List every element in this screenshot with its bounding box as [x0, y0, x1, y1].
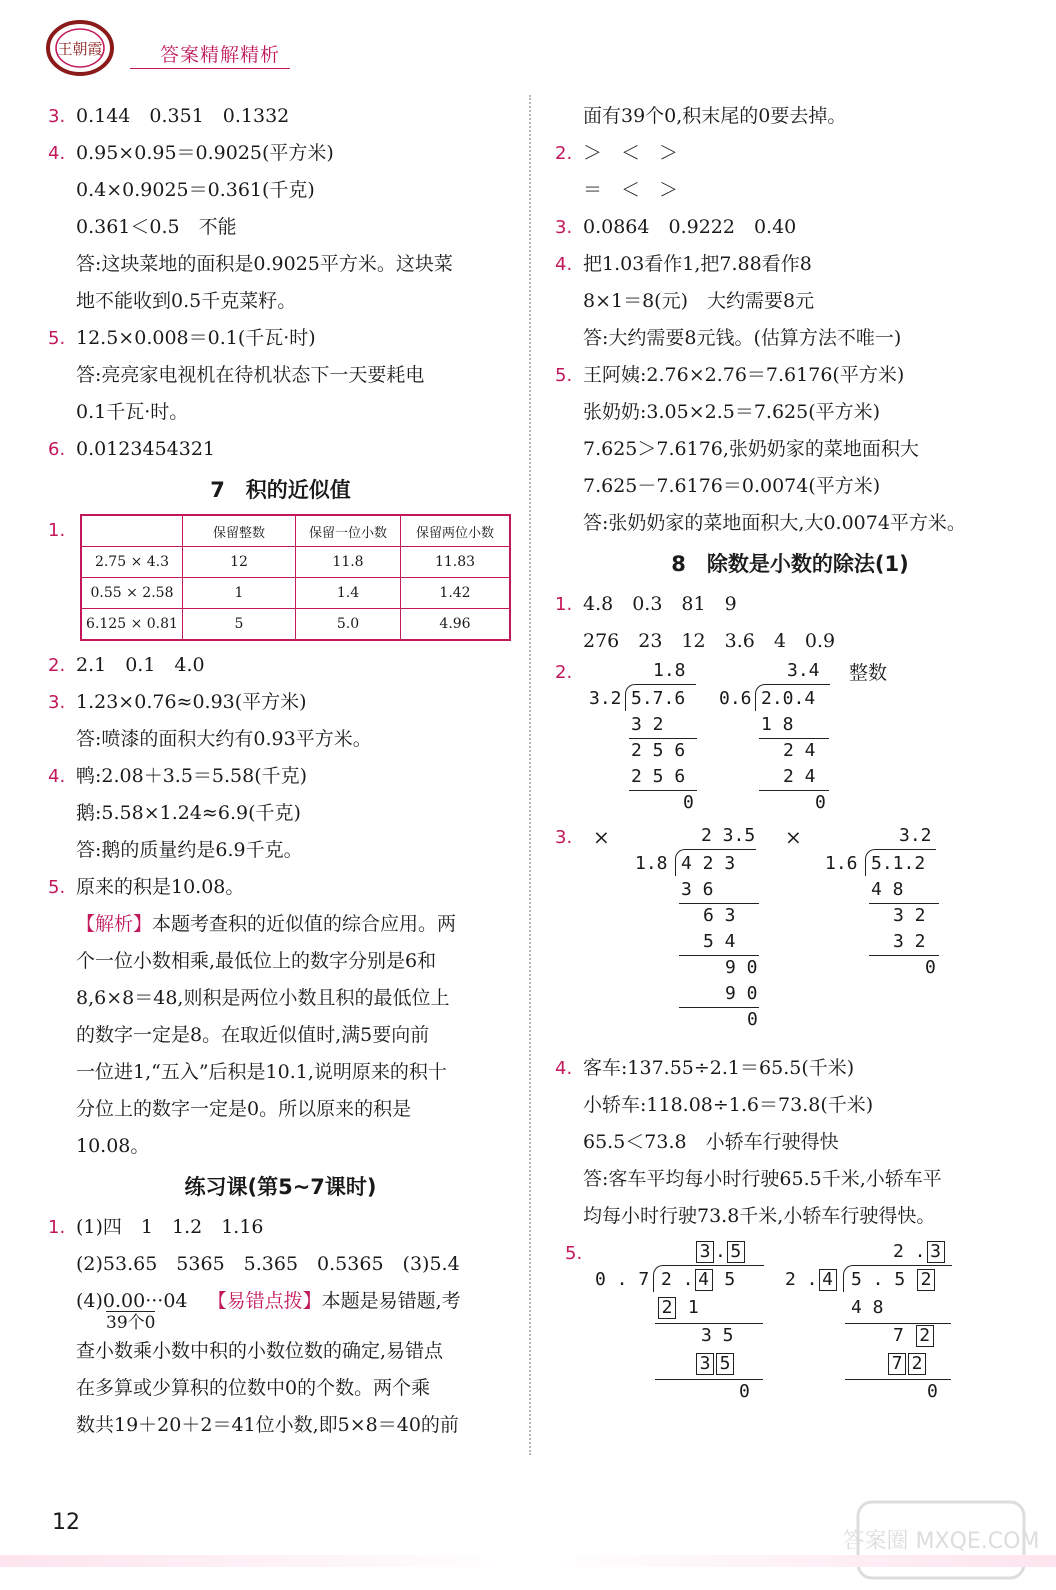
section-title-7: 7 积的近似值	[210, 478, 351, 502]
answer-line: 地不能收到0.5千克菜籽。	[76, 290, 297, 312]
quotient: 2 3.5	[701, 825, 756, 846]
step-line: 6 3	[703, 905, 736, 926]
table-cell: 11.83	[401, 547, 511, 578]
table-cell: 11.8	[296, 547, 401, 578]
answer-line: 答:喷漆的面积大约有0.93平方米。	[76, 728, 372, 750]
table-row	[81, 578, 510, 609]
quotient: 3.2	[899, 825, 932, 846]
left-column	[48, 98, 513, 1444]
tip-line: 在多算或少算积的位数中0的个数。两个乘	[76, 1377, 431, 1399]
zero-count-label: 39个0	[106, 1313, 156, 1333]
s8-item2	[555, 660, 1025, 825]
answer-line: 2. 2.1 0.1 4.0	[48, 654, 205, 676]
step-line: 3 5	[701, 1325, 734, 1346]
step-line: 3 2	[893, 931, 926, 952]
answer-line: 小轿车:118.08÷1.6＝73.8(千米)	[583, 1094, 874, 1116]
step-line: 3 6	[681, 879, 714, 900]
long-division-b	[715, 660, 865, 820]
answer-line: 276 23 12 3.6 4 0.9	[583, 630, 836, 652]
answer-line: 3. 0.144 0.351 0.1332	[48, 105, 290, 127]
divisor: 0.6	[719, 688, 752, 709]
remainder: 0	[739, 1381, 750, 1402]
step-line: 4 8	[851, 1297, 884, 1318]
dividend: 5.1.2	[871, 853, 926, 874]
s8-item1	[555, 586, 1025, 660]
analysis-line: 分位上的数字一定是0。所以原来的积是	[76, 1098, 412, 1120]
tip-tag: 【易错点拨】	[207, 1290, 322, 1312]
answer-line: 4. 0.95×0.95＝0.9025(平方米)	[48, 142, 334, 164]
footer-band	[0, 1555, 1056, 1567]
answer-line: 答:这块菜地的面积是0.9025平方米。这块菜	[76, 253, 453, 275]
quotient: 3.4	[787, 660, 820, 681]
brand-logo	[38, 18, 128, 78]
step-line: 3 2	[893, 905, 926, 926]
long-division-e: 3 . 5 0 . 7 2 . 4 5 2 1 3 5 3 5 0	[595, 1241, 775, 1416]
item-number: 3.	[555, 827, 573, 848]
step-rule	[655, 1323, 763, 1324]
table-header-cell: 保留两位小数	[401, 515, 511, 547]
answer-line: 6. 0.0123454321	[48, 438, 216, 460]
dividend: 5.7.6	[631, 688, 686, 709]
quotient: 1.8	[653, 660, 686, 681]
answer-line: 3. 1.23×0.76≈0.93(平方米)	[48, 691, 307, 713]
divisor: 0 . 7	[595, 1269, 650, 1290]
answer-line: 1. 4.8 0.3 81 9	[555, 593, 737, 615]
right-top	[555, 98, 1025, 542]
step-line: 2 4	[783, 740, 816, 761]
answer-box: 7	[888, 1353, 906, 1375]
header-rule	[130, 68, 290, 69]
table-cell: 1.4	[296, 578, 401, 609]
answer-line: 答:客车平均每小时行驶65.5千米,小轿车平	[583, 1168, 942, 1190]
table-cell: 0.55 × 2.58	[81, 578, 183, 609]
divisor: 3.2	[589, 688, 622, 709]
answer-line: 7.625＞7.6176,张奶奶家的菜地面积大	[583, 438, 919, 460]
divisor: 1.8	[635, 853, 668, 874]
answer-line: 0.361＜0.5 不能	[76, 216, 237, 238]
answer-box: 3	[696, 1241, 714, 1263]
items-top	[48, 98, 513, 468]
step-line: 4 8	[871, 879, 904, 900]
answer-line: 65.5＜73.8 小轿车行驶得快	[583, 1131, 839, 1153]
table-item	[48, 514, 513, 641]
step-rule	[869, 955, 939, 956]
table-header-cell: 保留一位小数	[296, 515, 401, 547]
step-rule	[629, 790, 697, 791]
answer-line: 3. 0.0864 0.9222 0.40	[555, 216, 797, 238]
step-rule	[845, 1379, 951, 1380]
table-header-cell: 保留整数	[183, 515, 296, 547]
dividend: 4 2 3	[681, 853, 736, 874]
table-cell: 1.42	[401, 578, 511, 609]
answer-word: 整数	[849, 662, 888, 684]
step-line: 1 8	[761, 714, 794, 735]
item-number: 5.	[565, 1243, 583, 1264]
answer-box: 2	[916, 1325, 934, 1347]
svg-text:答案圈 MXQE.COM: 答案圈 MXQE.COM	[842, 1529, 1040, 1554]
answer-line: 面有39个0,积末尾的0要去掉。	[583, 105, 847, 127]
item-number: 2.	[555, 662, 573, 683]
step-rule	[759, 738, 829, 739]
answer-line: 7.625－7.6176＝0.0074(平方米)	[583, 475, 881, 497]
answer-box: 2	[658, 1297, 676, 1319]
tip-line: 数共19＋20＋2＝41位小数,即5×8＝40的前	[76, 1414, 459, 1436]
analysis-tag: 【解析】	[76, 913, 153, 935]
analysis-line: 10.08。	[76, 1135, 150, 1157]
answer-line: 答:亮亮家电视机在待机状态下一天要耗电	[76, 364, 425, 386]
answer-box: 4	[819, 1269, 837, 1291]
answer-line: 答:张奶奶家的菜地面积大,大0.0074平方米。	[583, 512, 966, 534]
dividend: 2.0.4	[761, 688, 816, 709]
remainder: 0	[747, 1009, 758, 1030]
practice-block	[48, 1209, 513, 1444]
answer-line: 答:大约需要8元钱。(估算方法不唯一)	[583, 327, 902, 349]
practice-4-prefix: (4)0.00···04	[76, 1290, 188, 1312]
tip-line: 查小数乘小数中积的小数位数的确定,易错点	[76, 1340, 444, 1362]
step-rule	[679, 1007, 759, 1008]
step-line: 2 4	[783, 766, 816, 787]
right-column	[555, 98, 1025, 1421]
approx-table	[80, 514, 511, 641]
table-row	[81, 547, 510, 578]
answer-line: 5. 王阿姨:2.76×2.76＝7.6176(平方米)	[555, 364, 905, 386]
answer-box: 3	[696, 1353, 714, 1375]
step-rule	[679, 955, 759, 956]
step-rule	[845, 1323, 951, 1324]
table-cell: 1	[183, 578, 296, 609]
table-header-row	[81, 515, 510, 547]
step-rule	[629, 738, 697, 739]
svg-text:王朝霞: 王朝霞	[57, 40, 103, 58]
table-cell: 5.0	[296, 609, 401, 641]
step-line: 2 5 6	[631, 740, 686, 761]
long-division-c	[635, 825, 775, 1045]
table-row	[81, 609, 510, 641]
items-mid	[48, 647, 513, 906]
answer-box: 2	[917, 1269, 935, 1291]
answer-line: ＝ ＜ ＞	[583, 179, 679, 201]
table-header-cell	[81, 515, 183, 547]
remainder: 0	[683, 792, 694, 813]
step-rule	[759, 790, 829, 791]
long-division-f: 2 . 3 2 . 4 5 . 5 2 4 8 7 2 7 2 0	[785, 1241, 965, 1416]
step-rule	[655, 1379, 763, 1380]
answer-box: 5	[716, 1353, 734, 1375]
s8-item5	[555, 1241, 1025, 1421]
remainder: 0	[927, 1381, 938, 1402]
table-cell: 4.96	[401, 609, 511, 641]
analysis-line: 一位进1,“五入”后积是10.1,说明原来的积十	[76, 1061, 447, 1083]
answer-line: (4)0.00···04 39个0 【易错点拨】本题是易错题,考	[76, 1290, 461, 1333]
wrong-mark: ×	[785, 825, 802, 849]
step-line: 2 5 6	[631, 766, 686, 787]
wrong-mark: ×	[593, 825, 610, 849]
answer-line: 4. 客车:137.55÷2.1＝65.5(千米)	[555, 1057, 855, 1079]
answer-line: 鹅:5.58×1.24≈6.9(千克)	[76, 802, 301, 824]
analysis-line: 的数字一定是8。在取近似值时,满5要向前	[76, 1024, 430, 1046]
answer-line: 2. ＞ ＜ ＞	[555, 142, 679, 164]
practice-title: 练习课(第5~7课时)	[184, 1175, 377, 1199]
answer-line: 5. 原来的积是10.08。	[48, 876, 245, 898]
answer-line: 4. 鸭:2.08＋3.5＝5.58(千克)	[48, 765, 308, 787]
remainder: 0	[925, 957, 936, 978]
column-divider	[529, 95, 531, 1455]
page-number: 12	[52, 1510, 80, 1535]
long-division-d	[825, 825, 965, 985]
analysis-block	[48, 906, 513, 1165]
answer-line: 1. (1)四 1 1.2 1.16	[48, 1216, 264, 1238]
step-rule	[679, 903, 759, 904]
table-cell: 2.75 × 4.3	[81, 547, 183, 578]
analysis-line: 【解析】本题考查积的近似值的综合应用。两	[76, 913, 457, 935]
answer-line: 4. 把1.03看作1,把7.88看作8	[555, 253, 812, 275]
table-cell: 5	[183, 609, 296, 641]
answer-line: 均每小时行驶73.8千米,小轿车行驶得快。	[583, 1205, 936, 1227]
answer-box: 5	[727, 1241, 745, 1263]
watermark-logo	[842, 1500, 1040, 1580]
section-title-8: 8 除数是小数的除法(1)	[671, 552, 909, 576]
answer-line: 0.4×0.9025＝0.361(千克)	[76, 179, 315, 201]
step-rule	[869, 903, 939, 904]
answer-line: 8×1＝8(元) 大约需要8元	[583, 290, 815, 312]
answer-line: 答:鹅的质量约是6.9千克。	[76, 839, 303, 861]
step-line: 9 0	[725, 957, 758, 978]
table-cell: 6.125 × 0.81	[81, 609, 183, 641]
step-line: 9 0	[725, 983, 758, 1004]
table-cell: 12	[183, 547, 296, 578]
item-number: 1.	[48, 520, 66, 541]
answer-box: 4	[695, 1269, 713, 1291]
header-title: 答案精解精析	[160, 44, 281, 66]
answer-line: 5. 12.5×0.008＝0.1(千瓦·时)	[48, 327, 316, 349]
remainder: 0	[815, 792, 826, 813]
analysis-line: 8,6×8＝48,则积是两位小数且积的最低位上	[76, 987, 450, 1009]
divisor: 1.6	[825, 853, 858, 874]
step-line: 3 2	[631, 714, 664, 735]
step-line: 5 4	[703, 931, 736, 952]
answer-line: (2)53.65 5365 5.365 0.5365 (3)5.4	[76, 1253, 460, 1275]
answer-box: 3	[927, 1241, 945, 1263]
s8-item4	[555, 1050, 1025, 1235]
answer-box: 2	[908, 1353, 926, 1375]
long-division-a	[585, 660, 735, 820]
answer-line: 0.1千瓦·时。	[76, 401, 189, 423]
s8-item3	[555, 825, 1025, 1050]
analysis-line: 个一位小数相乘,最低位上的数字分别是6和	[76, 950, 437, 972]
answer-line: 张奶奶:3.05×2.5＝7.625(平方米)	[583, 401, 881, 423]
